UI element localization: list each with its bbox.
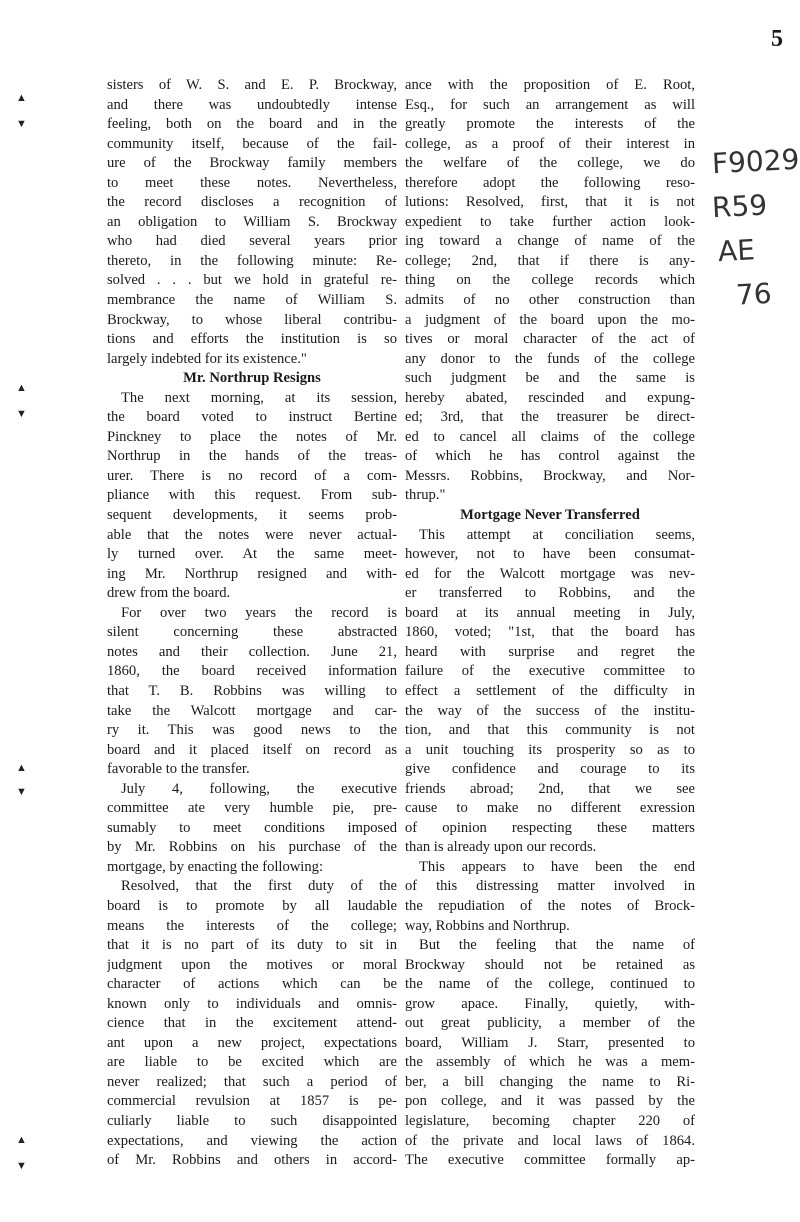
margin-note: R59 — [711, 188, 768, 225]
text-line: that it is no part of its duty to sit in — [107, 937, 397, 954]
text-line: thereto, in the following minute: Re- — [107, 252, 397, 269]
text-line: Northrup in the hands of the treas- — [107, 448, 397, 465]
text-line: sumably to meet conditions imposed — [107, 819, 397, 836]
text-line: ed to cancel all claims of the college — [405, 428, 695, 445]
text-line: thing on the college records which — [405, 272, 695, 289]
text-line: friends abroad; 2nd, that we see — [405, 780, 695, 797]
text-line: lutions: Resolved, first, that it is not — [405, 194, 695, 211]
margin-notes — [712, 140, 799, 316]
text-line: that T. B. Robbins was willing to — [107, 682, 397, 699]
text-line: of which he has control against the — [405, 448, 695, 465]
text-line: committee ate very humble pie, pre- — [107, 800, 397, 817]
margin-mark-icon: ▲ — [16, 382, 27, 394]
text-line: culiarly liable to such disappointed — [107, 1112, 397, 1129]
text-line: never realized; that such a period of — [107, 1073, 397, 1090]
section-heading: Mortgage Never Transferred — [460, 507, 640, 524]
text-line: er transferred to Robbins, and the — [405, 585, 695, 602]
text-line: the record discloses a recognition of — [107, 194, 397, 211]
margin-mark-icon: ▲ — [16, 762, 27, 774]
left-column — [107, 76, 397, 1171]
text-line: Resolved, that the first duty of the — [121, 878, 397, 895]
right-column — [405, 76, 695, 1171]
text-line: board is to promote by all laudable — [107, 897, 397, 914]
text-line: greatly promote the interests of the — [405, 116, 695, 133]
text-line: out great publicity, a member of the — [405, 1015, 695, 1032]
section-heading: Mr. Northrup Resigns — [183, 370, 321, 387]
margin-mark-icon: ▼ — [16, 786, 27, 798]
text-line: July 4, following, the executive — [121, 780, 397, 797]
text-line: Brockway, to whose liberal contribu- — [107, 311, 397, 328]
text-line: such judgment be and the same is — [405, 370, 695, 387]
text-line: ance with the proposition of E. Root, — [405, 77, 695, 93]
text-line: board and it placed itself on record as — [107, 741, 397, 758]
text-line: expedient to take further action look- — [405, 213, 695, 230]
text-line: Esq., for such an arrangement as will — [405, 96, 695, 113]
text-line: ant upon a new project, expectations — [107, 1034, 397, 1051]
text-line: way, Robbins and Northrup. — [405, 917, 570, 934]
text-line: The executive committee formally ap- — [405, 1152, 695, 1169]
text-line: expectations, and viewing the action — [107, 1132, 397, 1149]
text-line: of the private and local laws of 1864. — [405, 1132, 695, 1149]
text-line: Messrs. Robbins, Brockway, and Nor- — [405, 467, 695, 484]
text-line: tives or moral character of the act of — [405, 331, 695, 348]
text-line: the repudiation of the notes of Brock- — [405, 897, 695, 914]
text-line: urer. There is no record of a com- — [107, 467, 397, 484]
margin-note: F9029 — [711, 142, 800, 181]
text-line: hereby abated, rescinded and expung- — [405, 389, 695, 406]
text-line: But the feeling that the name of — [419, 937, 695, 954]
text-line: an obligation to William S. Brockway — [107, 213, 397, 230]
text-line: ed for the Walcott mortgage was nev- — [405, 565, 695, 582]
text-line: admits of no other construction than — [405, 292, 695, 309]
text-line: solved . . . but we hold in grateful re- — [107, 272, 397, 289]
text-line: college, as a proof of their interest in — [405, 135, 695, 152]
text-line: known only to individuals and omnis- — [107, 995, 397, 1012]
text-line: of Mr. Robbins and others in accord- — [107, 1152, 397, 1169]
text-line: 1860, the board received information — [107, 663, 397, 680]
text-line: 1860, voted; "1st, that the board has — [405, 624, 695, 641]
text-line: the board voted to instruct Bertine — [107, 409, 397, 426]
text-line: sisters of W. S. and E. P. Brockway, — [107, 77, 397, 93]
text-line: to meet these notes. Nevertheless, — [107, 174, 397, 191]
text-line: take the Walcott mortgage and car- — [107, 702, 397, 719]
text-line: silent concerning these abstracted — [107, 624, 397, 641]
text-line: tion, and that this community is not — [405, 722, 695, 739]
text-line: ing Mr. Northrup resigned and with- — [107, 565, 397, 582]
text-line: feeling, both on the board and in the — [107, 116, 397, 133]
text-line: cause to make no different exression — [405, 800, 695, 817]
text-line: commercial revulsion at 1857 is pe- — [107, 1093, 397, 1110]
text-line: ber, a bill changing the name to Ri- — [405, 1073, 695, 1090]
text-line: a judgment of the board upon the mo- — [405, 311, 695, 328]
text-line: favorable to the transfer. — [107, 761, 250, 778]
text-line: therefore adopt the following reso- — [405, 174, 695, 191]
text-line: the assembly of which he was a mem- — [405, 1054, 695, 1071]
text-line: are liable to be excited which are — [107, 1054, 397, 1071]
margin-mark-icon: ▼ — [16, 408, 27, 420]
text-line: cience that in the excitement attend- — [107, 1015, 397, 1032]
text-line: means the interests of the college; — [107, 917, 397, 934]
text-line: effect a settlement of the difficulty in — [405, 682, 695, 699]
page-number: 5 — [771, 26, 783, 52]
text-line: sequent developments, it seems prob- — [107, 507, 397, 524]
text-line: any donor to the funds of the college — [405, 350, 695, 367]
text-line: Pinckney to place the notes of Mr. — [107, 428, 397, 445]
margin-mark-icon: ▲ — [16, 1134, 27, 1146]
text-line: the way of the success of the institu- — [405, 702, 695, 719]
text-line: failure of the executive committee to — [405, 663, 695, 680]
text-line: and there was undoubtedly intense — [107, 96, 397, 113]
text-line: pliance with this request. From sub- — [107, 487, 397, 504]
text-line: This attempt at conciliation seems, — [419, 526, 695, 543]
text-line: who had died several years prior — [107, 233, 397, 250]
text-line: board at its annual meeting in July, — [405, 604, 695, 621]
margin-mark-icon: ▼ — [16, 118, 27, 130]
text-line: character of actions which can be — [107, 976, 397, 993]
text-line: college; 2nd, that if there is any- — [405, 252, 695, 269]
text-line: grow apace. Finally, quietly, with- — [405, 995, 695, 1012]
text-line: the name of the college, continued to — [405, 976, 695, 993]
text-line: Brockway should not be retained as — [405, 956, 695, 973]
text-line: notes and their collection. June 21, — [107, 643, 397, 660]
text-line: tions and efforts the institution is so — [107, 331, 397, 348]
text-line: judgment upon the motives or moral — [107, 956, 397, 973]
text-line: drew from the board. — [107, 585, 231, 602]
text-line: ly turned over. At the same meet- — [107, 546, 397, 563]
margin-note: 76 — [735, 276, 773, 312]
text-line: thrup." — [405, 487, 446, 504]
text-line: membrance the name of William S. — [107, 292, 397, 309]
text-line: of opinion respecting these matters — [405, 819, 695, 836]
text-line: ure of the Brockway family members — [107, 155, 397, 172]
text-line: The next morning, at its session, — [121, 389, 397, 406]
margin-note: AE — [717, 233, 756, 269]
text-line: For over two years the record is — [121, 604, 397, 621]
text-line: than is already upon our records. — [405, 839, 597, 856]
text-line: legislature, becoming chapter 220 of — [405, 1112, 695, 1129]
text-line: ed; 3rd, that the treasurer be direct- — [405, 409, 695, 426]
text-line: of this distressing matter involved in — [405, 878, 695, 895]
text-line: This appears to have been the end — [419, 858, 695, 875]
text-line: mortgage, by enacting the following: — [107, 858, 324, 875]
text-line: give confidence and courage to its — [405, 761, 695, 778]
text-line: able that the notes were never actual- — [107, 526, 397, 543]
margin-mark-icon: ▼ — [16, 1160, 27, 1172]
text-line: heard with surprise and regret the — [405, 643, 695, 660]
text-line: by Mr. Robbins on his purchase of the — [107, 839, 397, 856]
text-line: community itself, because of the fail- — [107, 135, 397, 152]
text-line: however, not to have been consumat- — [405, 546, 695, 563]
text-line: largely indebted for its existence." — [107, 350, 307, 367]
text-line: a unit touching its prosperity so as to — [405, 741, 695, 758]
text-line: pon college, and it was passed by the — [405, 1093, 695, 1110]
text-line: ry it. This was good news to the — [107, 722, 397, 739]
text-line: board, William J. Starr, presented to — [405, 1034, 695, 1051]
text-line: ing toward a change of name of the — [405, 233, 695, 250]
margin-mark-icon: ▲ — [16, 92, 27, 104]
text-line: the welfare of the college, we do — [405, 155, 695, 172]
